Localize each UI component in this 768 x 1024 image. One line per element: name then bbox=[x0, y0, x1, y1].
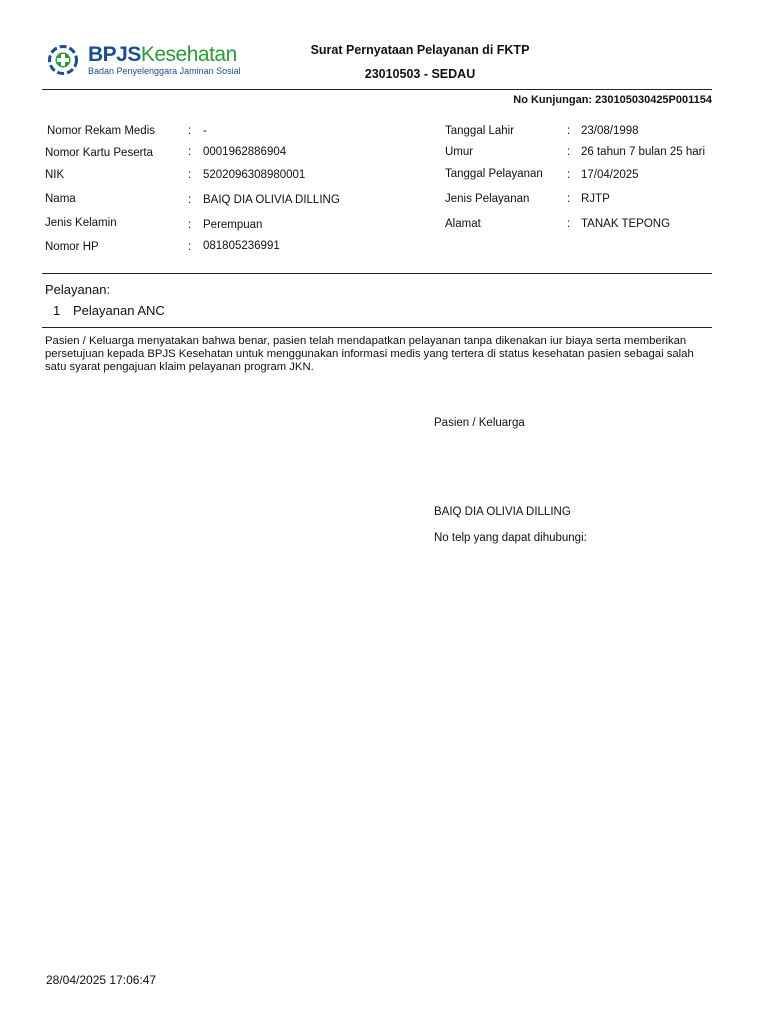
consent-statement: Pasien / Keluarga menyatakan bahwa benar, pasien telah mendapatkan pelayanan tanpa dikenakan iur biaya serta memberikan persetujuan kepada BPJS Kesehatan untuk menggunakan informasi medis yang tertera di status kesehatan pasien sebagai salah satu syarat pengajuan klaim pelayanan program JKN. bbox=[45, 335, 694, 373]
field-value: BAIQ DIA OLIVIA DILLING bbox=[203, 194, 340, 206]
field-separator: : bbox=[188, 146, 192, 158]
field-label: Tanggal Pelayanan bbox=[445, 168, 543, 180]
field-value: 0001962886904 bbox=[203, 146, 287, 158]
field-separator: : bbox=[567, 125, 571, 137]
bpjs-logo bbox=[47, 42, 241, 78]
field-label: NIK bbox=[45, 169, 65, 181]
field-value: RJTP bbox=[581, 193, 610, 205]
field-label: Jenis Kelamin bbox=[45, 217, 117, 229]
services-heading: Pelayanan: bbox=[45, 282, 111, 297]
service-number: 1 bbox=[53, 303, 61, 318]
field-label: Nama bbox=[45, 193, 76, 205]
divider bbox=[42, 327, 712, 328]
field-label: Jenis Pelayanan bbox=[445, 193, 530, 205]
field-value: Perempuan bbox=[203, 219, 263, 231]
logo-wordmark: BPJSKesehatan bbox=[88, 43, 237, 66]
field-value: TANAK TEPONG bbox=[581, 218, 671, 230]
field-label: Alamat bbox=[445, 218, 481, 230]
signature-role: Pasien / Keluarga bbox=[434, 417, 525, 429]
field-separator: : bbox=[188, 194, 192, 206]
field-separator: : bbox=[188, 241, 192, 253]
field-label: Tanggal Lahir bbox=[445, 125, 515, 137]
field-value: 081805236991 bbox=[203, 240, 280, 252]
field-value: 23/08/1998 bbox=[581, 125, 639, 137]
field-value: 5202096308980001 bbox=[203, 169, 306, 181]
field-value: - bbox=[203, 125, 207, 137]
divider bbox=[42, 89, 712, 90]
field-separator: : bbox=[188, 169, 192, 181]
field-value: 17/04/2025 bbox=[581, 169, 639, 181]
field-label: Nomor Kartu Peserta bbox=[45, 147, 154, 159]
logo-tagline: Badan Penyelenggara Jaminan Sosial bbox=[88, 66, 241, 76]
divider bbox=[42, 273, 712, 274]
field-separator: : bbox=[567, 193, 571, 205]
bpjs-emblem-icon bbox=[47, 44, 79, 76]
field-separator: : bbox=[188, 125, 192, 137]
field-label: Nomor HP bbox=[45, 241, 99, 253]
signature-name: BAIQ DIA OLIVIA DILLING bbox=[434, 506, 571, 518]
facility-code: 23010503 - SEDAU bbox=[364, 67, 476, 81]
field-separator: : bbox=[567, 146, 571, 158]
field-separator: : bbox=[567, 169, 571, 181]
contact-phone-label: No telp yang dapat dihubungi: bbox=[434, 532, 587, 544]
document-title: Surat Pernyataan Pelayanan di FKTP bbox=[310, 43, 530, 57]
field-separator: : bbox=[188, 219, 192, 231]
field-label: Nomor Rekam Medis bbox=[47, 125, 155, 137]
print-timestamp: 28/04/2025 17:06:47 bbox=[46, 973, 157, 987]
field-label: Umur bbox=[445, 146, 474, 158]
field-value: 26 tahun 7 bulan 25 hari bbox=[581, 146, 706, 158]
visit-number: No Kunjungan: 230105030425P001154 bbox=[513, 94, 712, 106]
service-name: Pelayanan ANC bbox=[73, 303, 165, 318]
field-separator: : bbox=[567, 218, 571, 230]
